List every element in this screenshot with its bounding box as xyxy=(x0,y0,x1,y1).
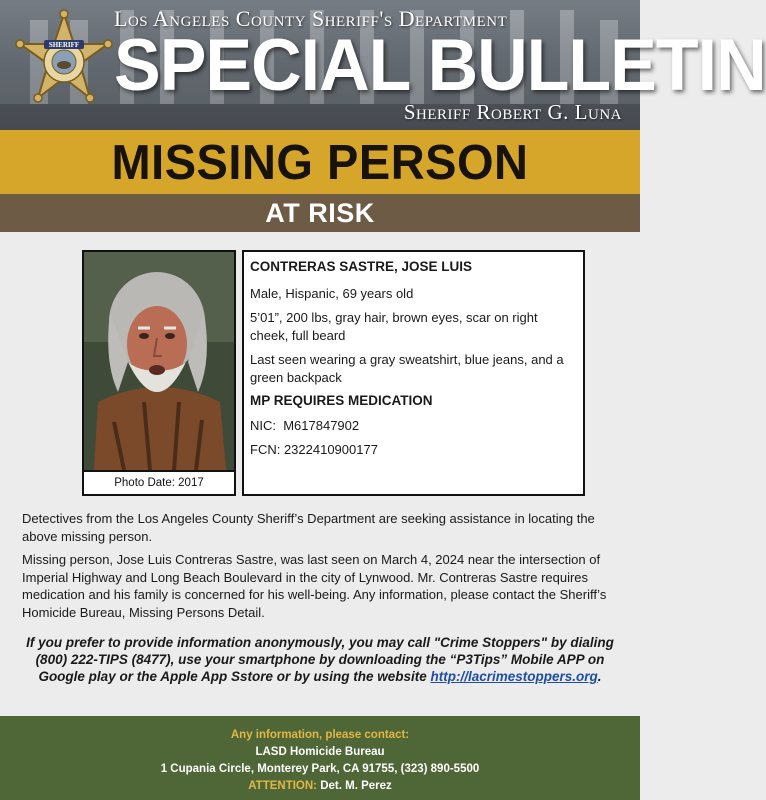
bulletin-header xyxy=(0,0,766,130)
badge-label: SHERIFF xyxy=(48,41,80,49)
person-demographics: Male, Hispanic, 69 years old xyxy=(250,286,414,301)
sheriff-name: Sheriff Robert G. Luna xyxy=(403,100,622,124)
at-risk-banner xyxy=(0,194,640,232)
banner-title: MISSING PERSON xyxy=(111,133,529,190)
crime-stoppers-link[interactable]: http://lacrimestoppers.org xyxy=(430,669,598,684)
bulletin-body xyxy=(22,510,622,627)
department-name: Los Angeles County Sheriff's Department xyxy=(114,6,508,31)
missing-person-banner xyxy=(0,130,640,194)
contact-address: 1 Cupania Circle, Monterey Park, CA 91755, (323) 890-5500 xyxy=(160,763,480,775)
contact-bureau: LASD Homicide Bureau xyxy=(255,746,385,758)
missing-person-photo xyxy=(84,252,234,470)
missing-person-photo-frame xyxy=(82,250,236,496)
anonymous-tip-text: If you prefer to provide information anonymously, you may call "Crime Stoppers" by dialing (800) 222-TIPS (8477), use your smartphone by downloading the “P3Tips” Mobile APP on Google play or the Apple App Sstore or by using the website xyxy=(26,635,614,684)
medical-alert: MP REQUIRES MEDICATION xyxy=(250,393,433,408)
contact-heading: Any information, please contact: xyxy=(230,729,410,741)
photo-date-caption: Photo Date: 2017 xyxy=(84,470,234,494)
attention-name: Det. M. Perez xyxy=(320,780,392,792)
sheriff-star-badge xyxy=(14,10,114,110)
fcn-number: FCN: 2322410900177 xyxy=(250,442,378,457)
body-paragraph-1: Detectives from the Los Angeles County Sheriff’s Department are seeking assistance in locating the above missing person. xyxy=(22,511,595,544)
person-last-seen: Last seen wearing a gray sweatshirt, blue jeans, and a green backpack xyxy=(250,352,564,385)
person-description: 5’01”, 200 lbs, gray hair, brown eyes, scar on right cheek, full beard xyxy=(250,310,538,343)
nic-number: NIC: M617847902 xyxy=(250,418,360,433)
link-period: . xyxy=(597,669,602,684)
person-details-box xyxy=(242,250,585,496)
person-name: CONTRERAS SASTRE, JOSE LUIS xyxy=(250,259,473,274)
special-bulletin-title: SPECIAL BULLETIN xyxy=(114,24,766,106)
body-paragraph-2: Missing person, Jose Luis Contreras Sastre, was last seen on March 4, 2024 near the intersection of Imperial Highway and Long Beach Boulevard in the city of Lynwood. Mr. Contreras Sastre requires medication and his family is concerned for his well-being. Any information, please contact the Sheriff’s Homicide Bureau, Missing Persons Detail. xyxy=(22,552,607,620)
banner-subtitle: AT RISK xyxy=(265,198,375,228)
anonymous-tip-notice xyxy=(20,634,620,685)
contact-footer xyxy=(0,716,640,800)
attention-label: ATTENTION: xyxy=(248,780,317,792)
